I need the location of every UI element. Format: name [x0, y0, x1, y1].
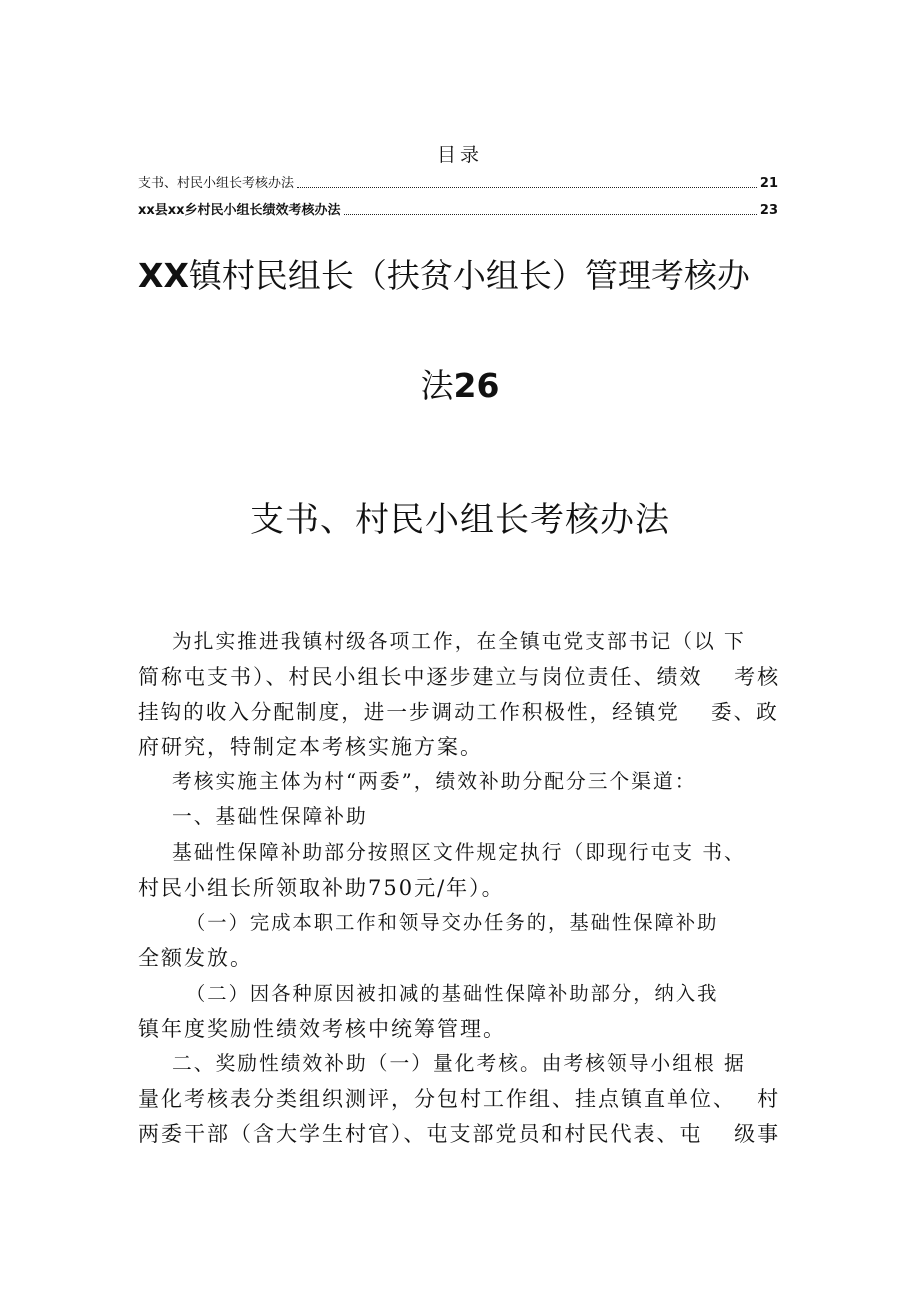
toc-title: 目录	[436, 144, 483, 166]
heading-prefix: XX	[138, 256, 189, 295]
body-paragraph-line: 量化考核表分类组织测评，分包村工作组、挂点镇直单位、 村	[138, 1087, 781, 1111]
toc-entry-label: 支书、村民小组长考核办法	[138, 176, 295, 191]
toc-entry-page: 23	[759, 203, 778, 218]
toc-entry[interactable]	[138, 176, 778, 192]
section-title: 支书、村民小组长考核办法	[250, 500, 670, 540]
body-paragraph-line: 两委干部（含大学生村官）、屯支部党员和村民代表、屯 级事	[138, 1122, 781, 1146]
body-paragraph-line: （二）因各种原因被扣减的基础性保障补助部分，纳入我	[186, 982, 719, 1005]
body-paragraph-line: 镇年度奖励性绩效考核中统筹管理。	[138, 1017, 506, 1041]
toc-leader-dots	[344, 214, 757, 215]
heading-text-cont: 法	[420, 366, 454, 405]
body-paragraph-line: （一）完成本职工作和领导交办任务的，基础性保障补助	[186, 911, 719, 934]
body-paragraph-line: 简称屯支书）、村民小组长中逐步建立与岗位责任、绩效 考核	[138, 665, 781, 689]
body-paragraph-line: 全额发放。	[138, 946, 253, 970]
heading-page-number: 26	[453, 366, 500, 405]
body-paragraph-line: 二、奖励性绩效补助（一）量化考核。由考核领导小组根 据	[172, 1052, 746, 1075]
body-paragraph-line: 挂钩的收入分配制度，进一步调动工作积极性，经镇党 委、政	[138, 700, 779, 724]
main-heading-line1	[138, 250, 750, 297]
toc-entry-label: xx县xx乡村民小组长绩效考核办法	[138, 203, 341, 218]
toc-entry-page: 21	[759, 176, 778, 191]
toc-entry[interactable]	[138, 203, 778, 219]
body-paragraph-line: 村民小组长所领取补助750元/年）。	[138, 876, 505, 900]
toc-leader-dots	[297, 187, 757, 188]
body-paragraph-line: 基础性保障补助部分按照区文件规定执行（即现行屯支 书、	[172, 841, 746, 864]
main-heading-line2	[0, 360, 920, 407]
heading-text: 镇村民组长（扶贫小组长）管理考核办	[188, 256, 750, 295]
body-heading-line: 一、基础性保障补助	[172, 805, 368, 828]
body-paragraph-line: 为扎实推进我镇村级各项工作，在全镇屯党支部书记（以 下	[172, 630, 746, 653]
body-paragraph-line: 府研究，特制定本考核实施方案。	[138, 735, 483, 759]
body-paragraph-line: 考核实施主体为村“两委”，绩效补助分配分三个渠道：	[172, 770, 697, 793]
